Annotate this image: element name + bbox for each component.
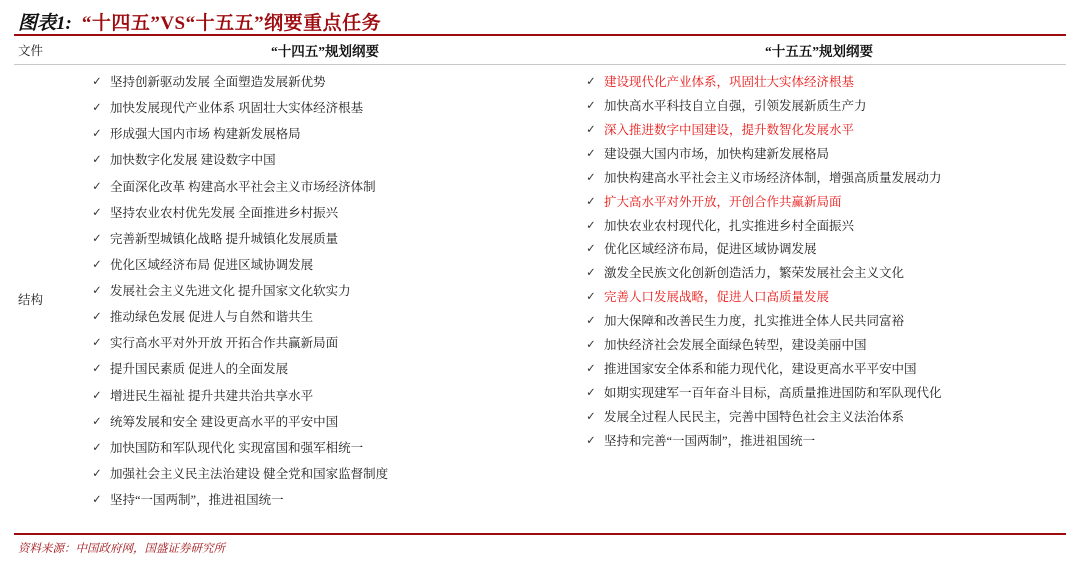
list-item xyxy=(84,153,566,169)
list-item xyxy=(84,75,566,91)
figure-number: 图表1: xyxy=(18,13,72,34)
check-icon: ✓ xyxy=(586,195,596,208)
table-header-row xyxy=(14,36,1066,64)
list-item xyxy=(84,206,566,222)
list-item-label: 如期实现建军一百年奋斗目标，高质量推进国防和军队现代化 xyxy=(604,385,942,400)
check-icon: ✓ xyxy=(92,363,102,376)
list-item-label: 形成强大国内市场 构建新发展格局 xyxy=(110,127,301,142)
row-label-body: 结构 xyxy=(18,293,44,307)
check-icon: ✓ xyxy=(586,171,596,184)
check-icon: ✓ xyxy=(92,467,102,480)
check-icon: ✓ xyxy=(92,232,102,245)
check-icon: ✓ xyxy=(586,315,596,328)
figure-title xyxy=(14,0,1066,34)
list-item xyxy=(84,493,566,509)
list-item xyxy=(84,232,566,248)
list-item xyxy=(84,389,566,405)
list-item-label: 完善人口发展战略，促进人口高质量发展 xyxy=(604,290,830,305)
list-item-label: 推动绿色发展 促进人与自然和谐共生 xyxy=(110,310,314,325)
list-item xyxy=(84,284,566,300)
list-item xyxy=(84,101,566,117)
list-item xyxy=(84,336,566,352)
list-item-label: 优化区域经济布局，促进区域协调发展 xyxy=(604,242,817,257)
check-icon: ✓ xyxy=(92,154,102,167)
list-item-label: 坚持“一国两制”，推进祖国统一 xyxy=(110,493,284,507)
list-item-label: 加快国防和军队现代化 实现富国和强军相统一 xyxy=(110,440,364,455)
list-item-label: 坚持农业农村优先发展 全面推进乡村振兴 xyxy=(110,205,339,220)
list-item xyxy=(578,386,1060,402)
list-item-label: 建设现代化产业体系，巩固壮大实体经济根基 xyxy=(604,75,855,89)
check-icon: ✓ xyxy=(92,206,102,219)
list-item-label: 实行高水平对外开放 开拓合作共赢新局面 xyxy=(110,336,339,351)
list-item-label: 激发全民族文化创新创造活力，繁荣发展社会主义文化 xyxy=(604,266,905,281)
check-icon: ✓ xyxy=(586,147,596,160)
list-item-label: 增进民生福祉 提升共建共治共享水平 xyxy=(110,388,314,403)
list-item xyxy=(578,242,1060,258)
check-icon: ✓ xyxy=(92,389,102,402)
page-title: “十四五”VS“十五五”纲要重点任务 xyxy=(81,13,382,34)
list-item xyxy=(578,338,1060,354)
list-item xyxy=(578,147,1060,163)
check-icon: ✓ xyxy=(92,441,102,454)
check-icon: ✓ xyxy=(586,410,596,423)
list-item xyxy=(578,362,1060,378)
list-item-label: 加快构建高水平社会主义市场经济体制，增强高质量发展动力 xyxy=(604,170,942,185)
list-item-label: 统筹发展和安全 建设更高水平的平安中国 xyxy=(110,414,339,429)
row-label-header: 文件 xyxy=(18,44,44,58)
check-icon: ✓ xyxy=(586,219,596,232)
check-icon: ✓ xyxy=(92,415,102,428)
list-item xyxy=(578,219,1060,235)
list-item-label: 加快高水平科技自立自强，引领发展新质生产力 xyxy=(604,98,867,113)
list-item-label: 完善新型城镇化战略 提升城镇化发展质量 xyxy=(110,231,339,246)
list-item xyxy=(84,258,566,274)
list-item xyxy=(84,127,566,143)
list-item xyxy=(578,171,1060,187)
list-item-label: 加快农业农村现代化，扎实推进乡村全面振兴 xyxy=(604,218,855,233)
check-icon: ✓ xyxy=(586,386,596,399)
check-icon: ✓ xyxy=(92,128,102,141)
list-item xyxy=(578,99,1060,115)
check-icon: ✓ xyxy=(92,337,102,350)
check-icon: ✓ xyxy=(92,180,102,193)
list-item xyxy=(84,310,566,326)
column-header-right: “十五五”规划纲要 xyxy=(765,44,873,59)
check-icon: ✓ xyxy=(586,339,596,352)
list-item-label: 深入推进数字中国建设，提升数智化发展水平 xyxy=(604,122,855,137)
check-icon: ✓ xyxy=(92,76,102,88)
column-left-items xyxy=(78,65,572,533)
list-item-label: 推进国家安全体系和能力现代化，建设更高水平平安中国 xyxy=(604,362,917,377)
check-icon: ✓ xyxy=(92,258,102,271)
list-item-label: 优化区域经济布局 促进区域协调发展 xyxy=(110,257,314,272)
list-item-label: 扩大高水平对外开放，开创合作共赢新局面 xyxy=(604,194,842,209)
check-icon: ✓ xyxy=(92,311,102,324)
list-item-label: 发展社会主义先进文化 提升国家文化软实力 xyxy=(110,284,351,298)
list-item xyxy=(578,434,1060,450)
check-icon: ✓ xyxy=(586,123,596,136)
list-item-label: 坚持创新驱动发展 全面塑造发展新优势 xyxy=(110,75,326,89)
check-icon: ✓ xyxy=(586,243,596,256)
source-note: 资料来源：中国政府网，国盛证券研究所 xyxy=(18,543,225,555)
list-item xyxy=(84,441,566,457)
list-item xyxy=(578,410,1060,426)
list-item-label: 全面深化改革 构建高水平社会主义市场经济体制 xyxy=(110,179,376,194)
list-item xyxy=(84,467,566,483)
list-item-label: 建设强大国内市场，加快构建新发展格局 xyxy=(604,146,830,161)
list-item xyxy=(84,415,566,431)
check-icon: ✓ xyxy=(586,76,596,88)
check-icon: ✓ xyxy=(92,494,102,506)
list-item xyxy=(84,362,566,378)
list-item-label: 加快经济社会发展全面绿色转型，建设美丽中国 xyxy=(604,338,867,353)
list-item-label: 加快发展现代产业体系 巩固壮大实体经济根基 xyxy=(110,101,364,116)
check-icon: ✓ xyxy=(586,267,596,280)
check-icon: ✓ xyxy=(92,285,102,297)
check-icon: ✓ xyxy=(586,291,596,304)
column-right-items xyxy=(572,65,1066,533)
list-item xyxy=(578,266,1060,282)
list-item-label: 坚持和完善“一国两制”，推进祖国统一 xyxy=(604,433,816,448)
check-icon: ✓ xyxy=(586,363,596,376)
list-item xyxy=(578,123,1060,139)
list-item xyxy=(578,195,1060,211)
list-item xyxy=(578,314,1060,330)
list-item-label: 发展全过程人民民主，完善中国特色社会主义法治体系 xyxy=(604,409,905,424)
list-item-label: 加大保障和改善民生力度，扎实推进全体人民共同富裕 xyxy=(604,314,905,329)
list-item xyxy=(578,290,1060,306)
list-item xyxy=(578,75,1060,91)
check-icon: ✓ xyxy=(586,434,596,447)
table-body xyxy=(14,65,1066,533)
list-item-label: 加快数字化发展 建设数字中国 xyxy=(110,153,276,168)
list-item-label: 加强社会主义民主法治建设 健全党和国家监督制度 xyxy=(110,466,389,481)
list-item-label: 提升国民素质 促进人的全面发展 xyxy=(110,362,289,377)
check-icon: ✓ xyxy=(92,102,102,115)
check-icon: ✓ xyxy=(586,99,596,112)
column-header-left: “十四五”规划纲要 xyxy=(271,44,379,59)
list-item xyxy=(84,180,566,196)
